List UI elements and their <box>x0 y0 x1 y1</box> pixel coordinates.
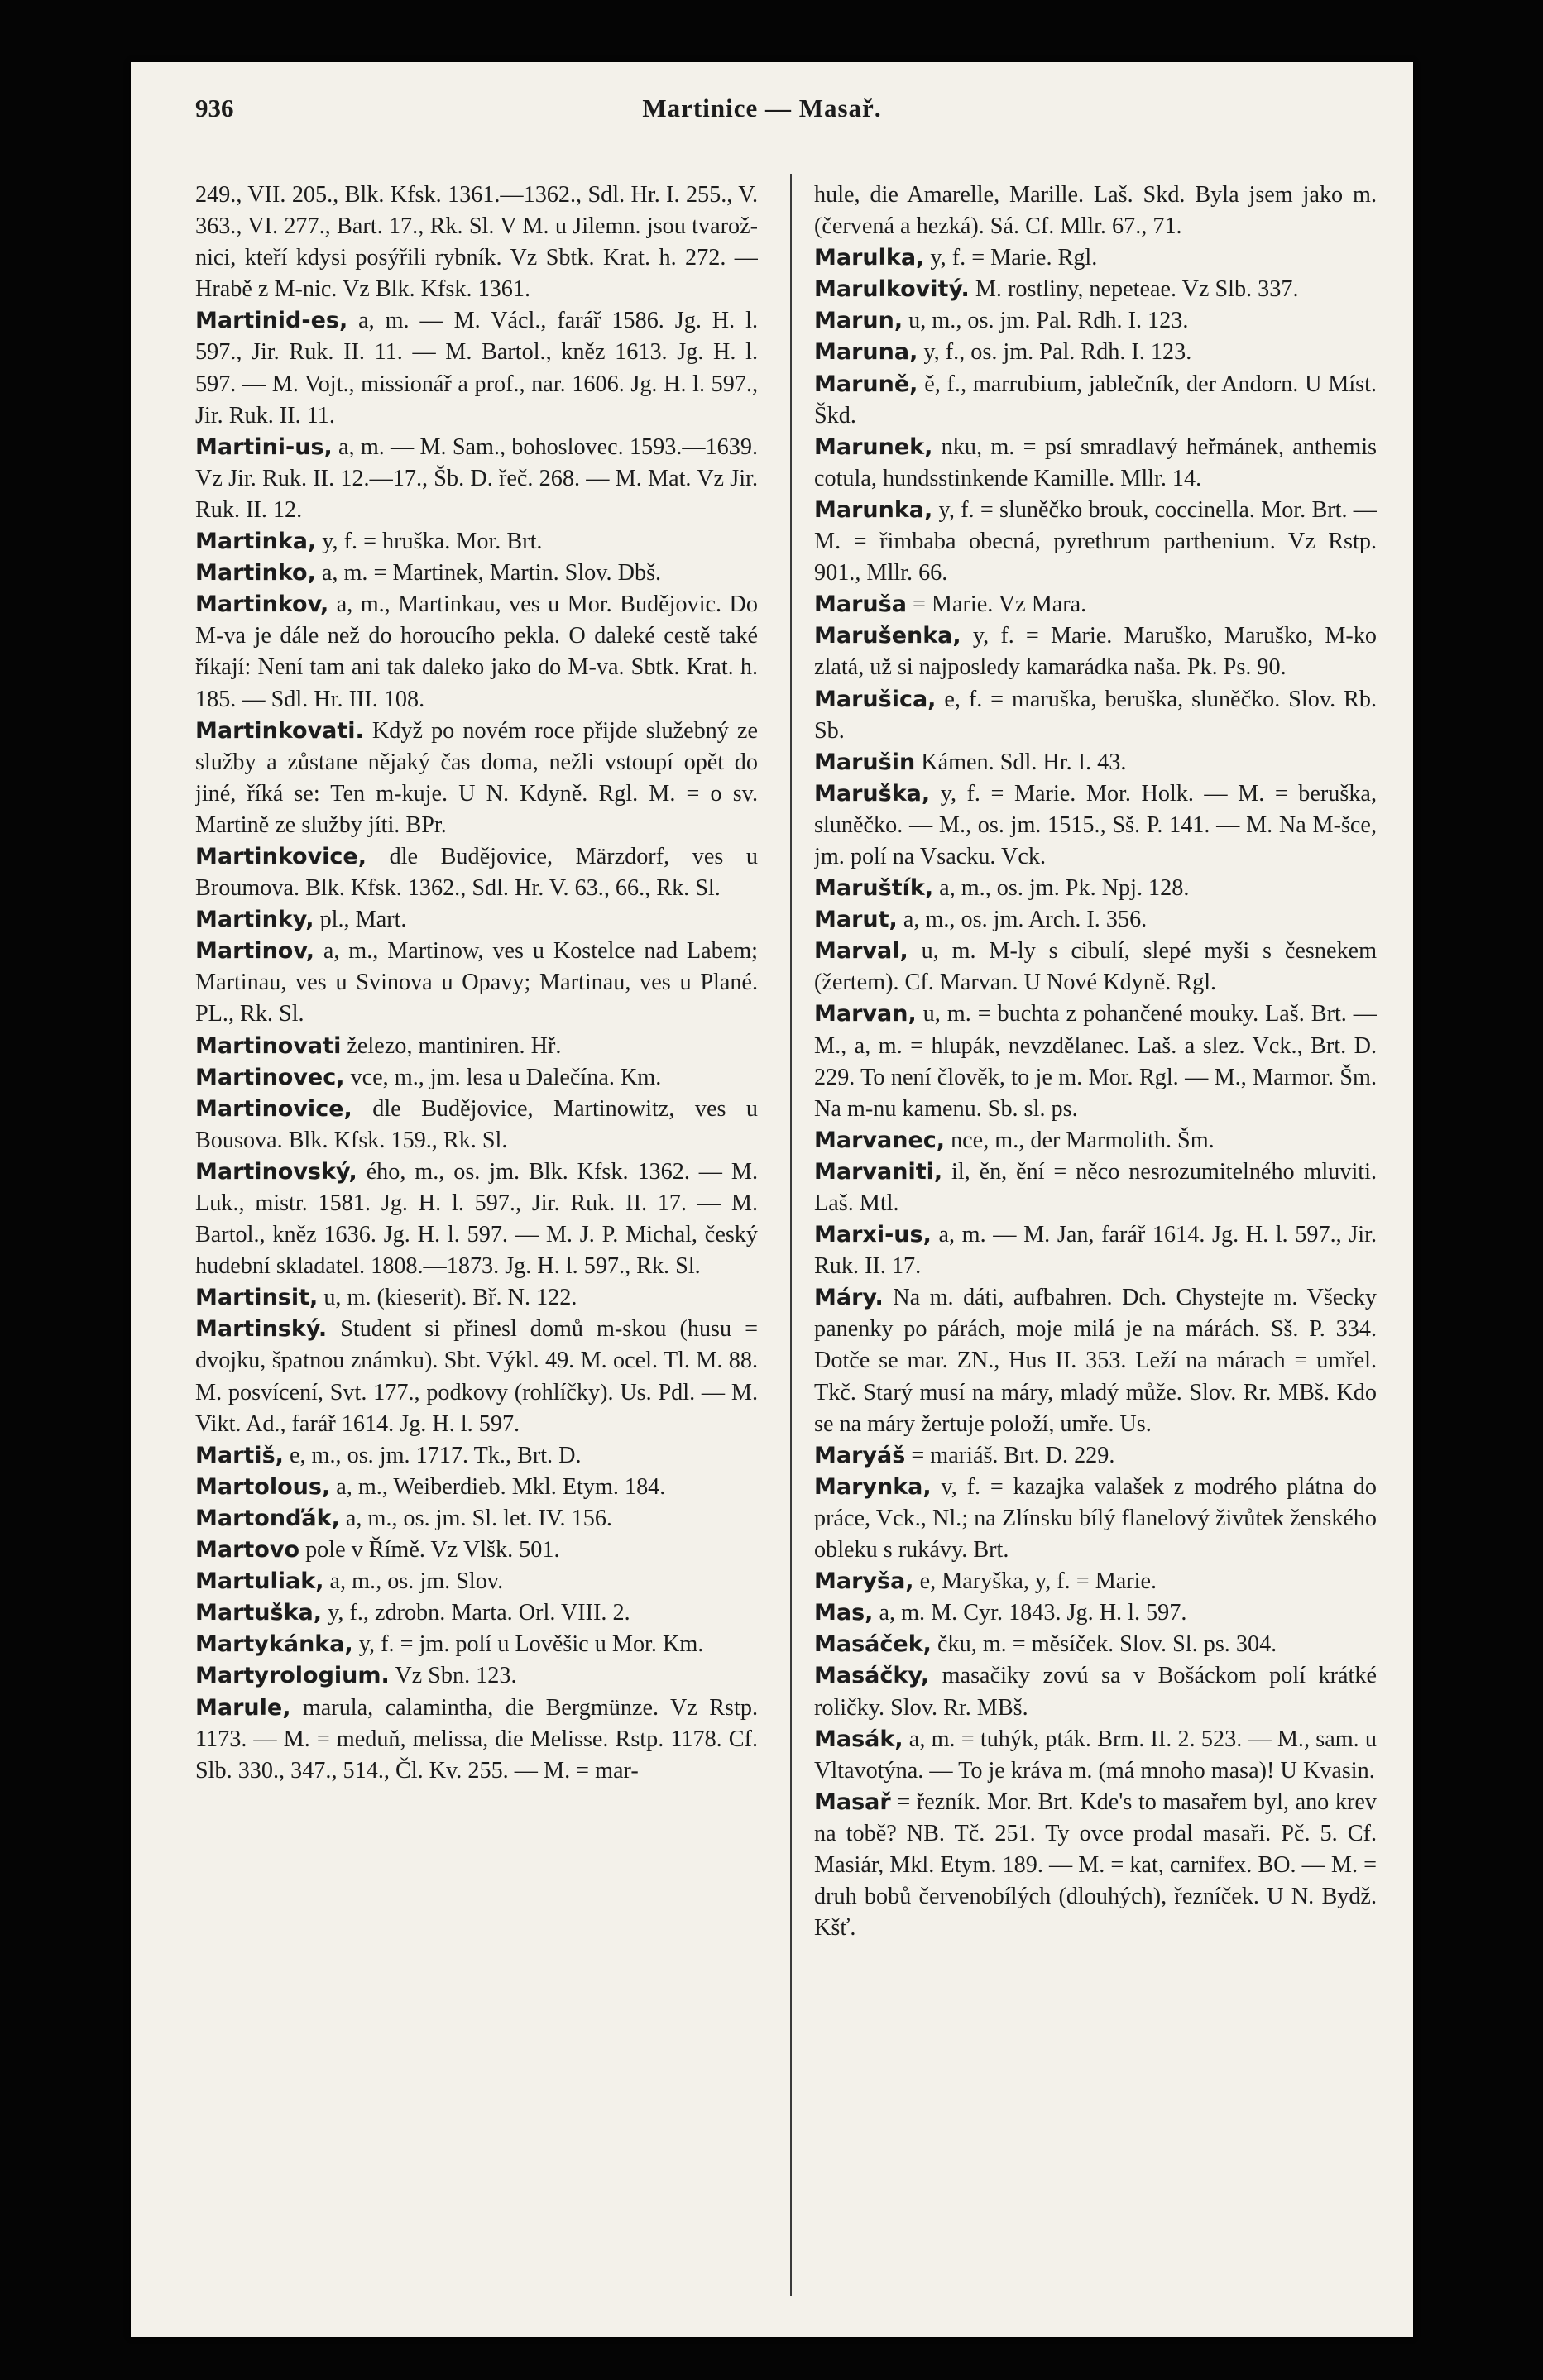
entry-text: Na m. dáti, aufbahren. Dch. Chystejte m. Všecky panenky po párách, moje milá je na márách. Sš. P. 334. Dotče se mar. ZN., Hus II. 353. Leží na márach = umřel. Tkč. Starý musí na máry, mladý může. Slov. Rr. MBš. Kdo se na máry žertuje položí, umře. Us. <box>814 1285 1377 1437</box>
headword: Martinovati <box>195 1032 342 1059</box>
headword: Martinkov, <box>195 591 329 618</box>
dictionary-entry <box>195 1094 758 1156</box>
headword: Marun, <box>814 308 903 334</box>
headword: Martiš, <box>195 1442 284 1468</box>
headword: Martinský. <box>195 1316 328 1343</box>
headword: Martinkovice, <box>195 843 367 869</box>
dictionary-entry <box>195 1282 758 1314</box>
entry-text: hule, die Amarelle, Marille. Laš. Skd. Byla jsem jako m. (červená a hezká). Sá. Cf. Mllr. 67., 71. <box>814 182 1377 240</box>
entry-text: a, m., os. jm. Pk. Npj. 128. <box>933 875 1190 902</box>
entry-text: y, f. = sluněčko brouk, coccinella. Mor. Brt. — M. = řimbaba obecná, pyrethrum parthenium. Vz Rstp. 901., Mllr. 66. <box>814 496 1377 587</box>
dictionary-entry <box>195 432 758 526</box>
dictionary-entry <box>195 1314 758 1439</box>
dictionary-entry <box>195 1156 758 1282</box>
dictionary-entry <box>814 1629 1377 1660</box>
dictionary-entry <box>195 936 758 1030</box>
headword: Marušin <box>814 749 916 775</box>
headword: Marunek, <box>814 433 933 460</box>
dictionary-entry <box>814 305 1377 337</box>
entry-text: Když po novém roce přijde služebný ze služby a zůstane nějaký čas doma, nežli vstoupí opět do jiné, říká se: Ten m-kuje. U N. Kdyně. Rgl. M. = o sv. Martině ze služby jíti. BPr. <box>195 717 758 838</box>
headword: Marut, <box>814 907 898 933</box>
headword: Martinovice, <box>195 1095 352 1122</box>
entry-text: Vz Sbn. 123. <box>389 1663 517 1689</box>
entry-text: e, m., os. jm. 1717. Tk., Brt. D. <box>283 1442 582 1468</box>
entry-text: y, f. = Marie. Mor. Holk. — M. = beruška, sluněčko. — M., os. jm. 1515., Sš. P. 141. — M. Na M-šce, jm. polí na Vsacku. Vck. <box>814 780 1377 869</box>
headword: Marunka, <box>814 496 933 523</box>
entry-text: a, m., os. jm. Sl. let. IV. 156. <box>339 1505 612 1531</box>
headword: Masáčky, <box>814 1663 930 1689</box>
dictionary-entry <box>195 904 758 936</box>
dictionary-entry <box>814 1566 1377 1597</box>
entry-text: e, f. = maruška, beruška, sluněčko. Slov. Rb. Sb. <box>814 686 1377 744</box>
dictionary-entry <box>814 1597 1377 1629</box>
headword: Martovo <box>195 1537 300 1564</box>
headword: Marvan, <box>814 1001 917 1027</box>
page-number: 936 <box>195 93 234 122</box>
dictionary-entry <box>814 1156 1377 1219</box>
entry-text: masačiky zovú sa v Bošáckom polí krátké roličky. Slov. Rr. MBš. <box>814 1663 1377 1721</box>
dictionary-entry <box>195 1660 758 1692</box>
entry-text: Student si přinesl domů m-skou (husu = dvojku, špatnou známku). Sbt. Výkl. 49. M. ocel. Tl. M. 88. M. posvícení, Svt. 177., podkovy (rohlíčky). Us. Pdl. — M. Vikt. Ad., farář 1614. Jg. H. l. 597. <box>195 1316 758 1437</box>
headword: Masák, <box>814 1726 903 1752</box>
dictionary-entry <box>195 558 758 589</box>
headword: Marynka, <box>814 1473 932 1500</box>
entry-text: y, f., zdrobn. Marta. Orl. VIII. 2. <box>322 1600 630 1626</box>
right-column <box>814 180 1377 2297</box>
headword: Maruna, <box>814 339 918 366</box>
dictionary-entry <box>814 904 1377 936</box>
dictionary-entry <box>195 1535 758 1566</box>
entry-text: y, f. = hruška. Mor. Brt. <box>316 529 543 555</box>
dictionary-entry <box>195 716 758 841</box>
dictionary-entry <box>814 873 1377 904</box>
entry-text: a, m. — M. Jan, farář 1614. Jg. H. l. 597., Jir. Ruk. II. 17. <box>814 1222 1377 1280</box>
headword: Martinko, <box>195 560 316 587</box>
dictionary-entry <box>814 1724 1377 1787</box>
left-column <box>195 180 758 2297</box>
headword: Marxi-us, <box>814 1222 932 1248</box>
entry-text: u, m. = buchta z pohančené mouky. Laš. Brt. — M., a, m. = hlupák, nevzdělanec. Laš. a slez. Vck., Brt. D. 229. To není člověk, to je m. Mor. Rgl. — M., Marmor. Šm. Na m-nu kamenu. Sb. sl. ps. <box>814 1001 1377 1122</box>
entry-text: a, m. = tuhýk, pták. Brm. II. 2. 523. — M., sam. u Vltavotýna. — To je kráva m. (má mnoho masa)! U Kvasin. <box>814 1726 1377 1784</box>
headword: Martinovec, <box>195 1064 345 1090</box>
column-divider <box>790 174 792 2296</box>
entry-text: čku, m. = měsíček. Slov. Sl. ps. 304. <box>931 1631 1277 1658</box>
entry-text: a, m. — M. Václ., farář 1586. Jg. H. l. 597., Jir. Ruk. II. 11. — M. Bartol., kněz 1613. Jg. H. l. 597. — M. Vojt., missionář a prof., nar. 1606. Jg. H. l. 597., Jir. Ruk. II. 11. <box>195 308 758 429</box>
dictionary-entry <box>195 1062 758 1094</box>
dictionary-entry <box>814 1125 1377 1156</box>
entry-text: y, f. = Marie. Maruško, Maruško, M-ko zlatá, už si najposledy kamarádka naša. Pk. Ps. 90. <box>814 623 1377 681</box>
entry-text: a, m., Martinkau, ves u Mor. Budějovic. Do M-va je dále než do horoucího pekla. O daleké cestě také říkají: Není tam ani tak daleko jako do M-va. Sbtk. Krat. h. 185. — Sdl. Hr. III. 108. <box>195 591 758 712</box>
headword: Martinov, <box>195 938 314 965</box>
headword: Masáček, <box>814 1631 932 1658</box>
headword: Marulka, <box>814 245 925 271</box>
headword: Máry. <box>814 1285 884 1311</box>
entry-text: y, f., os. jm. Pal. Rdh. I. 123. <box>918 339 1192 366</box>
headword: Maruně, <box>814 371 918 397</box>
dictionary-entry <box>195 305 758 431</box>
page-header <box>195 93 1329 143</box>
dictionary-entry <box>814 274 1377 305</box>
headword: Martinka, <box>195 529 317 555</box>
dictionary-entry <box>814 589 1377 620</box>
entry-text: y, f. = Marie. Rgl. <box>924 245 1098 271</box>
dictionary-entry <box>814 180 1377 242</box>
dictionary-entry <box>814 1440 1377 1472</box>
entry-text: u, m. (kieserit). Bř. N. 122. <box>318 1285 577 1311</box>
dictionary-entry <box>814 1472 1377 1566</box>
entry-text: 249., VII. 205., Blk. Kfsk. 1361.—1362., Sdl. Hr. I. 255., V. 363., VI. 277., Bart. 17., Rk. Sl. V M. u Jilemn. jsou tvarož-nici, kteří kdysi posýřili rybník. Vz Sbtk. Krat. h. 272. — Hrabě z M-nic. Vz Blk. Kfsk. 1361. <box>195 182 758 303</box>
headword: Marvaniti, <box>814 1158 943 1185</box>
headword: Maruša <box>814 591 907 618</box>
entry-text: dle Budějovice, Märzdorf, ves u Broumova. Blk. Kfsk. 1362., Sdl. Hr. V. 63., 66., Rk. Sl. <box>195 843 758 902</box>
entry-text: železo, mantiniren. Hř. <box>341 1032 562 1059</box>
headword: Maryša, <box>814 1568 914 1595</box>
entry-text: Kámen. Sdl. Hr. I. 43. <box>915 749 1127 775</box>
dictionary-page <box>131 62 1413 2337</box>
dictionary-entry <box>195 1031 758 1062</box>
entry-text: y, f. = jm. polí u Lověšic u Mor. Km. <box>352 1631 704 1658</box>
entry-text: a, m. = Martinek, Martin. Slov. Dbš. <box>315 560 662 587</box>
dictionary-entry <box>814 1219 1377 1282</box>
headword: Martinky, <box>195 907 314 933</box>
dictionary-entry <box>814 432 1377 495</box>
dictionary-entry <box>814 369 1377 432</box>
dictionary-entry <box>814 495 1377 589</box>
headword: Masař <box>814 1789 891 1815</box>
entry-text: nku, m. = psí smradlavý heřmánek, anthemis cotula, hundsstinkende Kamille. Mllr. 14. <box>814 433 1377 491</box>
dictionary-entry <box>814 1282 1377 1439</box>
dictionary-entry <box>195 1566 758 1597</box>
entry-text: a, m., Weiberdieb. Mkl. Etym. 184. <box>330 1473 666 1500</box>
headword: Martinsit, <box>195 1285 319 1311</box>
entry-text: ě, f., marrubium, jablečník, der Andorn. U Míst. Škd. <box>814 371 1377 429</box>
entry-text: a, m., Martinow, ves u Kostelce nad Labem; Martinau, ves u Svinova u Opavy; Martinau, ves u Plané. PL., Rk. Sl. <box>195 938 758 1027</box>
entry-text: a, m., os. jm. Slov. <box>323 1568 504 1595</box>
dictionary-entry <box>814 998 1377 1124</box>
headword: Martuška, <box>195 1600 323 1626</box>
headword: Marušenka, <box>814 623 961 649</box>
dictionary-entry <box>814 684 1377 747</box>
entry-text: u, m. M-ly s cibulí, slepé myši s česnekem (žertem). Cf. Marvan. U Nové Kdyně. Rgl. <box>814 938 1377 996</box>
dictionary-entry <box>814 1787 1377 1944</box>
headword: Martykánka, <box>195 1631 353 1658</box>
entry-text: a, m. M. Cyr. 1843. Jg. H. l. 597. <box>873 1600 1187 1626</box>
entry-text: a, m. — M. Sam., bohoslovec. 1593.—1639. Vz Jir. Ruk. II. 12.—17., Šb. D. řeč. 268. — M. Mat. Vz Jir. Ruk. II. 12. <box>195 433 758 523</box>
dictionary-entry <box>814 337 1377 368</box>
headword: Martinkovati. <box>195 717 364 744</box>
dictionary-entry <box>195 526 758 558</box>
entry-text: e, Maryška, y, f. = Marie. <box>913 1568 1157 1595</box>
headword: Martuliak, <box>195 1568 324 1595</box>
dictionary-entry <box>814 778 1377 873</box>
dictionary-entry <box>195 1472 758 1503</box>
headword: Marval, <box>814 938 908 965</box>
dictionary-entry <box>195 841 758 904</box>
entry-text: v, f. = kazajka valašek z modrého plátna do práce, Vck., Nl.; na Zlínsku bílý flanelový živůtek ženského obleku s rukávy. Brt. <box>814 1473 1377 1564</box>
headword: Martinovský, <box>195 1158 357 1185</box>
dictionary-entry <box>195 1503 758 1535</box>
entry-text: = mariáš. Brt. D. 229. <box>905 1442 1115 1468</box>
headword: Marulkovitý. <box>814 276 970 303</box>
dictionary-entry <box>195 589 758 715</box>
entry-text: M. rostliny, nepeteae. Vz Slb. 337. <box>969 276 1299 303</box>
headword: Maryáš <box>814 1442 906 1468</box>
entry-text: u, m., os. jm. Pal. Rdh. I. 123. <box>903 308 1189 334</box>
entry-text: ého, m., os. jm. Blk. Kfsk. 1362. — M. Luk., mistr. 1581. Jg. H. l. 597., Jir. Ruk. II. 17. — M. Bartol., kněz 1636. Jg. H. l. 597. — M. J. P. Michal, český hudební skladatel. 1808.—1873. Jg. H. l. 597., Rk. Sl. <box>195 1158 758 1280</box>
headword: Marvanec, <box>814 1127 946 1153</box>
entry-text: il, ěn, ění = něco nesrozumitelného mluviti. Laš. Mtl. <box>814 1158 1377 1216</box>
dictionary-entry <box>814 1660 1377 1723</box>
dictionary-entry <box>814 936 1377 998</box>
headword: Martini-us, <box>195 433 333 460</box>
dictionary-entry <box>195 1597 758 1629</box>
page-title: Martinice — Masař. <box>642 93 882 122</box>
dictionary-entry <box>195 1440 758 1472</box>
dictionary-entry <box>195 180 758 305</box>
headword: Martolous, <box>195 1473 331 1500</box>
dictionary-entry <box>195 1693 758 1787</box>
headword: Martonďák, <box>195 1505 340 1531</box>
headword: Martyrologium. <box>195 1663 390 1689</box>
dictionary-entry <box>814 242 1377 274</box>
entry-text: = Marie. Vz Mara. <box>906 591 1087 618</box>
entry-text: pl., Mart. <box>314 907 407 933</box>
entry-text: nce, m., der Marmolith. Šm. <box>945 1127 1215 1153</box>
entry-text: marula, calamintha, die Bergmünze. Vz Rstp. 1173. — M. = meduň, melissa, die Melisse. Rstp. 1178. Cf. Slb. 330., 347., 514., Čl. Kv. 255. — M. = mar- <box>195 1694 758 1784</box>
dictionary-entry <box>814 620 1377 683</box>
entry-text: vce, m., jm. lesa u Dalečína. Km. <box>344 1064 662 1090</box>
entry-text: = řezník. Mor. Brt. Kde's to masařem byl, ano krev na tobě? NB. Tč. 251. Ty ovce prodal masaři. Pč. 5. Cf. Masiár, Mkl. Etym. 189. — M. = kat, carnifex. BO. — M. = druh bobů červenobílých (dlouhých), řezníček. U N. Bydž. Kšť. <box>814 1789 1377 1942</box>
dictionary-entry <box>814 747 1377 778</box>
entry-text: pole v Římě. Vz Vlšk. 501. <box>299 1537 560 1564</box>
headword: Maruštík, <box>814 875 934 902</box>
entry-text: a, m., os. jm. Arch. I. 356. <box>897 907 1148 933</box>
entry-text: dle Budějovice, Martinowitz, ves u Bousova. Blk. Kfsk. 159., Rk. Sl. <box>195 1095 758 1153</box>
headword: Mas, <box>814 1600 874 1626</box>
headword: Marušica, <box>814 686 937 712</box>
dictionary-entry <box>195 1629 758 1660</box>
headword: Marule, <box>195 1694 291 1721</box>
headword: Maruška, <box>814 780 931 807</box>
headword: Martinid-es, <box>195 308 348 334</box>
